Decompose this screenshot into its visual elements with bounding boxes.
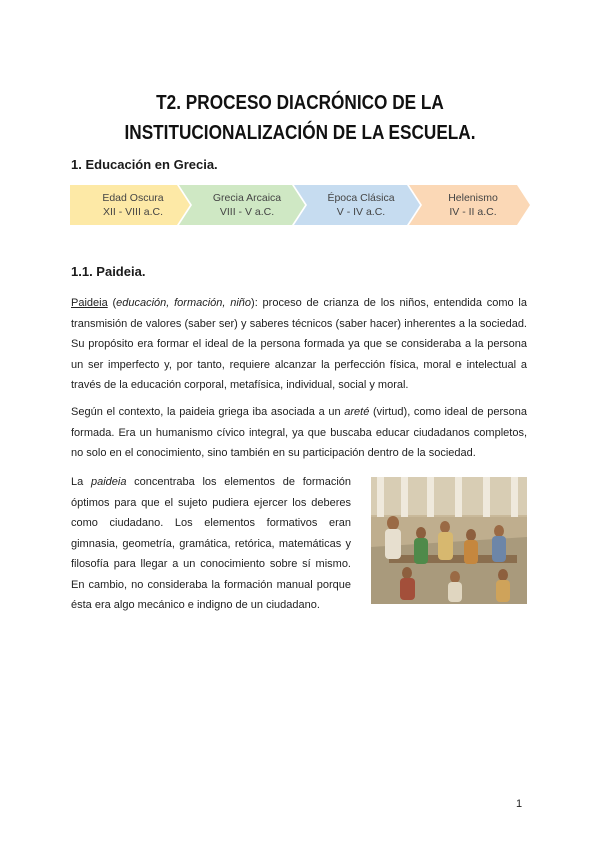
term-gloss: educación, formación, niño [116, 297, 252, 309]
era-dates: V - IV a.C. [336, 206, 386, 218]
timeline [70, 185, 530, 225]
section-heading-1-1: 1.1. Paideia. [71, 264, 146, 279]
term-arete: areté [344, 406, 370, 418]
paragraph-arete [71, 402, 527, 464]
timeline-era-3 [306, 185, 416, 225]
paren-open: ( [107, 297, 117, 309]
term-paideia-italic: paideia [90, 476, 127, 488]
era-name: Helenismo [448, 192, 498, 204]
paragraph-elements [71, 472, 351, 616]
illustration-image [371, 477, 527, 604]
paren-close: ): [251, 297, 258, 309]
term-paideia: Paideia [71, 297, 108, 309]
era-name: Edad Oscura [102, 192, 164, 204]
text-before: La [71, 476, 91, 488]
timeline-era-1 [78, 185, 188, 225]
text-before: Según el contexto, la paideia griega iba asociada a un [71, 406, 345, 418]
era-name: Grecia Arcaica [212, 192, 282, 204]
text-after: (virtud), como ideal de persona formada. Era un humanismo cívico integral, ya que buscaba educar ciudadanos completos, no solo en el conocimiento, sino también en su participación dentro de la sociedad. [71, 406, 528, 459]
timeline-era-4 [418, 185, 528, 225]
title-line-1: T2. PROCESO DIACRÓNICO DE LA [156, 92, 444, 114]
era-dates: VIII - V a.C. [219, 206, 275, 218]
era-dates: IV - II a.C. [449, 206, 497, 218]
timeline-era-2 [192, 185, 302, 225]
era-name: Época Clásica [327, 192, 395, 204]
paragraph-paideia-definition [71, 293, 527, 396]
page-number: 1 [516, 798, 523, 810]
title-line-2: INSTITUCIONALIZACIÓN DE LA ESCUELA. [124, 122, 476, 144]
definition-text: proceso de crianza de los niños, entendida como la transmisión de valores (saber ser) y saberes técnicos (saber hacer) inherentes a la sociedad. Su propósito era formar el ideal de la persona formada ya que se consideraba a la persona un ser imperfecto y, por tanto, requiere alcanzar la perfección física, moral e intelectual a través de la educación corporal, metafísica, individual, social y moral. [71, 297, 527, 391]
text-after: concentraba los elementos de formación óptimos para que el sujeto pudiera ejercer los deberes como ciudadano. Los elementos formativos eran gimnasia, geometría, gramática, retórica, matemáticas y filosofía para llegar a un conocimiento sobre sí mismo. En cambio, no consideraba la formación manual porque ésta era algo mecánico e indigno de un ciudadano. [71, 476, 351, 611]
era-dates: XII - VIII a.C. [102, 206, 164, 218]
greek-school-illustration [371, 477, 527, 604]
section-heading-1: 1. Educación en Grecia. [71, 157, 218, 172]
page-title [76, 88, 523, 148]
